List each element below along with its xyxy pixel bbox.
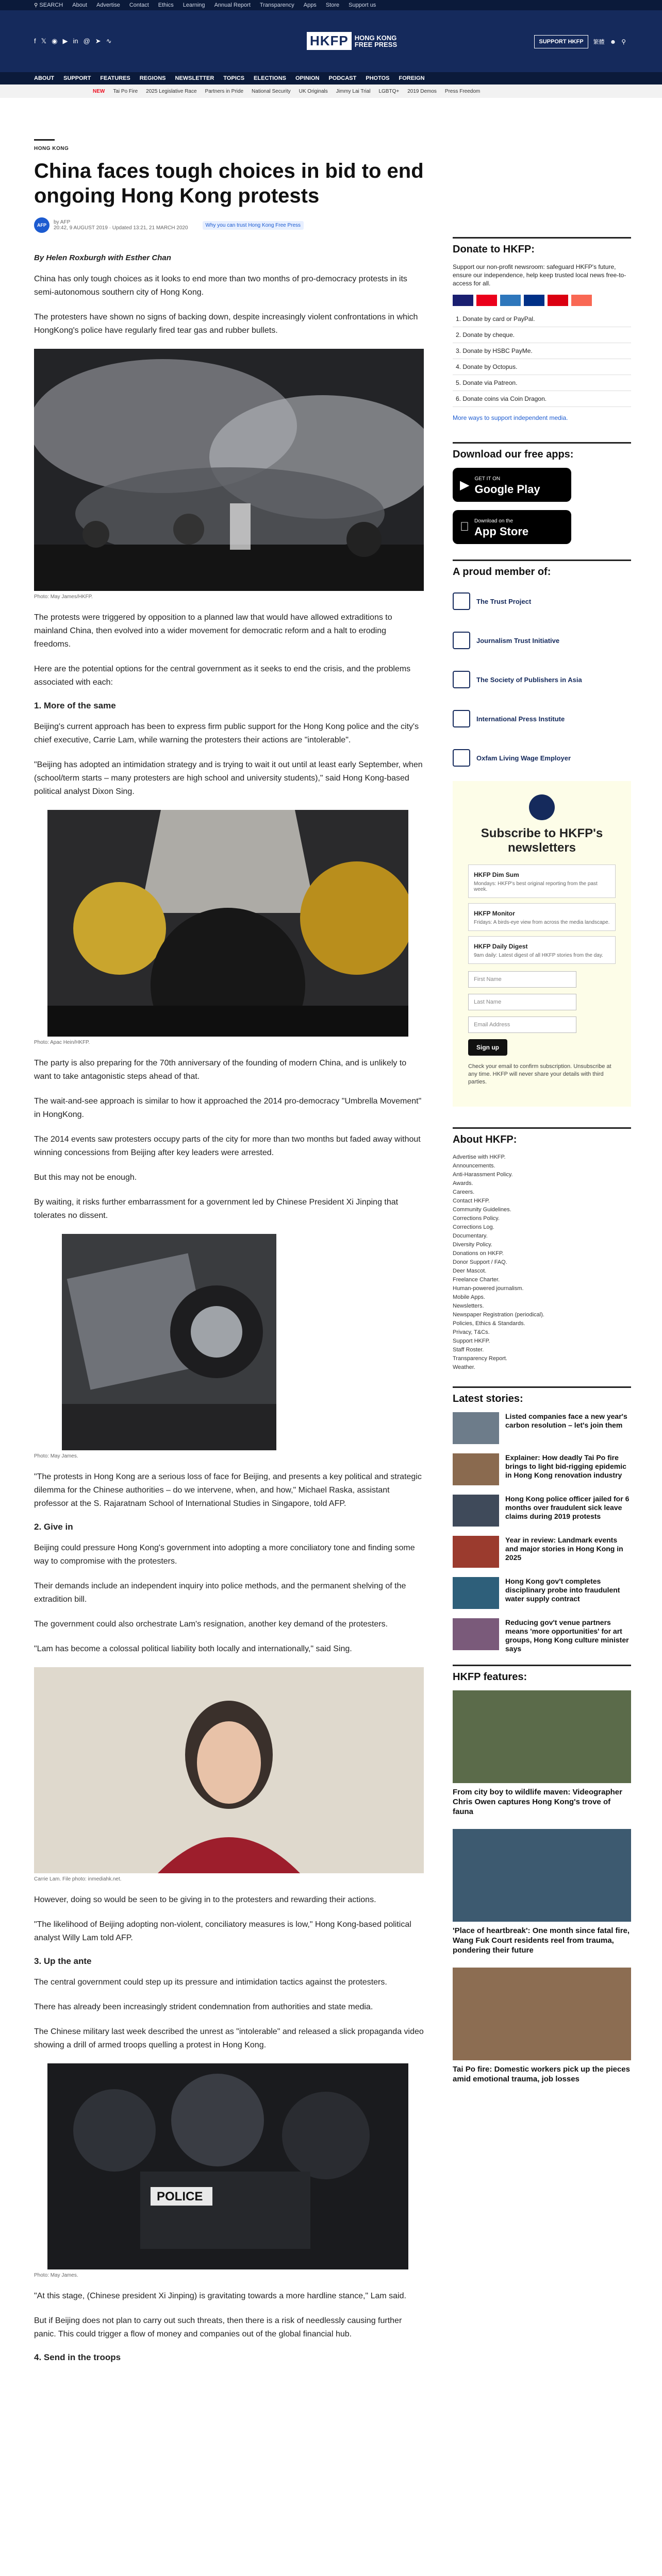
mastercard-logo	[476, 295, 497, 306]
story-title[interactable]: Year in review: Landmark events and major stories in Hong Kong in 2025	[505, 1536, 623, 1562]
byline-author[interactable]: by AFP	[54, 219, 71, 225]
nav-item[interactable]: PHOTOS	[366, 75, 390, 81]
language-link[interactable]: 繁體	[593, 39, 605, 45]
trending-link[interactable]: 2019 Demos	[407, 88, 437, 94]
nav-item[interactable]: SUPPORT	[63, 75, 91, 81]
about-link[interactable]: Careers.	[453, 1189, 475, 1195]
feature-title[interactable]: Tai Po fire: Domestic workers pick up the pieces amid emotional trauma, job losses	[453, 2065, 630, 2083]
last-name-input[interactable]: Last Name	[468, 994, 576, 1010]
youtube-icon[interactable]: ▶	[62, 37, 68, 45]
section-heading: 4. Send in the troops	[34, 2352, 121, 2362]
latest-title: Latest stories:	[453, 1386, 631, 1405]
story-title[interactable]: Hong Kong gov't completes disciplinary probe into fraudulent water supply contract	[505, 1577, 620, 1603]
donate-option[interactable]: 3. Donate by HSBC PayMe.	[453, 343, 631, 359]
paragraph: There has already been increasingly strident condemnation from authorities and state media.	[34, 2003, 373, 2011]
about-link[interactable]: Staff Roster.	[453, 1347, 484, 1353]
paragraph: The central government could step up its pressure and intimidation tactics against the protesters.	[34, 1978, 387, 1987]
hkfp-logo	[529, 794, 555, 820]
feature-image[interactable]	[453, 1829, 631, 1922]
paragraph: But this may not be enough.	[34, 1173, 137, 1182]
about-link[interactable]: Transparency Report.	[453, 1355, 507, 1362]
about-link[interactable]: Diversity Policy.	[453, 1242, 492, 1248]
member-mark	[453, 749, 470, 767]
byline	[34, 217, 424, 233]
photo-caption: Carrie Lam. File photo: inmediahk.net.	[34, 1876, 122, 1882]
trending-link[interactable]: Tai Po Fire	[113, 88, 138, 94]
svg-text:POLICE: POLICE	[157, 2190, 203, 2204]
email-input[interactable]: Email Address	[468, 1016, 576, 1033]
donate-option[interactable]: 1. Donate by card or PayPal.	[453, 311, 631, 327]
photo-gas-mask	[62, 1234, 276, 1450]
paragraph: Their demands include an independent inquiry into police methods, and the permanent shelving of the extradition bill.	[34, 1582, 406, 1604]
threads-icon[interactable]: @	[83, 37, 90, 45]
new-badge: NEW	[93, 88, 105, 94]
feature-story[interactable]	[453, 1968, 631, 2084]
photo-protesters-helmets	[47, 810, 408, 1037]
about-title: About HKFP:	[453, 1127, 631, 1146]
search-link[interactable]: ⚲ SEARCH	[34, 2, 63, 8]
nav-item[interactable]: ELECTIONS	[254, 75, 286, 81]
donate-option[interactable]: 4. Donate by Octopus.	[453, 359, 631, 375]
photo-caption: Photo: May James.	[34, 1453, 78, 1459]
util-link[interactable]: Support us	[349, 2, 376, 8]
section-heading: 3. Up the ante	[34, 1956, 92, 1966]
trending-bar	[0, 84, 662, 98]
x-icon[interactable]: 𝕏	[41, 37, 47, 45]
story-title[interactable]: Listed companies face a new year's carbon resolution – let's join them	[505, 1412, 627, 1429]
article-authors: By Helen Roxburgh with Esther Chan	[34, 253, 171, 262]
nav-item[interactable]: REGIONS	[139, 75, 166, 81]
nav-item[interactable]: ABOUT	[34, 75, 55, 81]
nav-item[interactable]: TOPICS	[223, 75, 245, 81]
article-kicker[interactable]: HONG KONG	[34, 146, 69, 151]
member-mark	[453, 710, 470, 727]
about-link[interactable]: Corrections Policy.	[453, 1215, 500, 1222]
paragraph: "The protests in Hong Kong are a serious loss of face for Beijing, and presents a key political and strategic dilemma for the Chinese authorities – do we intervene, when, and how," Michael Raska, assistant professor at the S. Rajaratnam School of International Studies in Singapore, told AFP.	[34, 1472, 422, 1508]
features-title: HKFP features:	[453, 1665, 631, 1683]
feature-image[interactable]	[453, 1690, 631, 1783]
latest-story[interactable]	[453, 1495, 631, 1527]
donate-more-link[interactable]: More ways to support independent media.	[453, 414, 568, 421]
linkedin-icon[interactable]: in	[73, 37, 78, 45]
feature-image[interactable]	[453, 1968, 631, 2060]
about-link[interactable]: Contact HKFP.	[453, 1198, 490, 1204]
trending-link[interactable]: Press Freedom	[444, 88, 481, 94]
app-store-button[interactable]: Download on the App Store	[453, 510, 571, 544]
latest-story[interactable]	[453, 1453, 631, 1485]
feature-story[interactable]	[453, 1690, 631, 1817]
paragraph: The wait-and-see approach is similar to how it approached the 2014 pro-democracy "Umbrella Movement" in HongKong.	[34, 1097, 422, 1119]
newsletter-title: Subscribe to HKFP's newsletters	[481, 826, 603, 855]
photo-caption: Photo: May James.	[34, 2273, 78, 2278]
user-icon[interactable]: ☻	[609, 38, 617, 45]
instagram-icon[interactable]: ◉	[52, 37, 58, 45]
latest-story[interactable]	[453, 1577, 631, 1609]
search-icon: ⚲	[34, 3, 38, 8]
about-link[interactable]: Awards.	[453, 1180, 473, 1187]
paypal-logo	[524, 295, 544, 306]
apps-title: Download our free apps:	[453, 442, 631, 461]
nav-item[interactable]: FEATURES	[100, 75, 130, 81]
play-icon: ▶	[460, 478, 470, 492]
story-title[interactable]: Hong Kong police officer jailed for 6 months over fraudulent sick leave claims during 2019 protests	[505, 1495, 630, 1520]
trending-link[interactable]: National Security	[252, 88, 291, 94]
support-button[interactable]: SUPPORT HKFP	[534, 35, 588, 48]
about-links	[453, 1153, 631, 1372]
visa-logo	[453, 295, 473, 306]
photo-protest-teargas	[34, 349, 424, 591]
paragraph: Beijing's current approach has been to express firm public support for the Hong Kong police and the city's chief executive, Carrie Lam, while warning the protesters their actions are "intolerable".	[34, 722, 419, 744]
paragraph: The party is also preparing for the 70th anniversary of the founding of modern China, and is unlikely to want to take antagonistic steps ahead of that.	[34, 1059, 407, 1081]
paragraph: "The likelihood of Beijing adopting non-violent, conciliatory measures is low," Hong Kong-based political analyst Willy Lam told AFP.	[34, 1920, 411, 1942]
logo-text: HONG KONG FREE PRESS	[354, 33, 398, 48]
util-link[interactable]: Contact	[129, 2, 149, 8]
facebook-icon[interactable]: f	[34, 37, 36, 45]
sidebar	[453, 237, 631, 2096]
feature-title[interactable]: 'Place of heartbreak': One month since fatal fire, Wang Fuk Court residents reel from trauma, pondering their future	[453, 1926, 630, 1955]
telegram-icon[interactable]: ➤	[95, 37, 101, 45]
util-link[interactable]: Learning	[183, 2, 205, 8]
donate-option[interactable]: 2. Donate by cheque.	[453, 327, 631, 343]
util-link[interactable]: About	[72, 2, 87, 8]
header-actions	[534, 35, 626, 48]
signup-button[interactable]: Sign up	[468, 1039, 507, 1056]
section-heading: 1. More of the same	[34, 701, 116, 710]
feature-title[interactable]: From city boy to wildlife maven: Videographer Chris Owen captures Hong Kong's trove of fauna	[453, 1788, 622, 1816]
latest-story[interactable]	[453, 1536, 631, 1568]
about-link[interactable]: Deer Mascot.	[453, 1268, 487, 1274]
paragraph: Here are the potential options for the central government as it seeks to end the crisis, and the problems associated with each:	[34, 665, 411, 687]
about-link[interactable]: Weather.	[453, 1364, 475, 1370]
trending-link[interactable]: 2025 Legislative Race	[146, 88, 197, 94]
about-link[interactable]: Newsletters.	[453, 1303, 484, 1309]
member-mark	[453, 671, 470, 688]
member-mark	[453, 592, 470, 610]
trending-link[interactable]: Partners in Pride	[205, 88, 244, 94]
donate-option[interactable]: 5. Donate via Patreon.	[453, 375, 631, 391]
search-icon[interactable]: ⚲	[621, 38, 626, 45]
latest-stories	[453, 1412, 631, 1653]
util-link[interactable]: Apps	[303, 2, 317, 8]
rss-icon[interactable]: ∿	[106, 37, 112, 45]
story-thumbnail[interactable]	[453, 1536, 499, 1568]
nav-item[interactable]: FOREIGN	[399, 75, 425, 81]
about-link[interactable]: Community Guidelines.	[453, 1207, 511, 1213]
article-photo	[34, 1667, 424, 1873]
member-mark	[453, 632, 470, 649]
trending-link[interactable]: UK Originals	[299, 88, 328, 94]
paragraph: "At this stage, (Chinese president Xi Jinping) is gravitating towards a more hardline stance," Lam said.	[34, 2292, 406, 2300]
latest-story[interactable]	[453, 1412, 631, 1444]
paragraph: The protests were triggered by opposition to a planned law that would have allowed extraditions to mainland China, then evolved into a wider movement for democratic reform and a halt to eroding freedoms.	[34, 613, 392, 649]
patreon-logo	[571, 295, 592, 306]
site-header	[0, 10, 662, 72]
story-title[interactable]: Reducing gov't venue partners means 'more opportunities' for art groups, Hong Kong culture minister says	[505, 1618, 629, 1653]
story-thumbnail[interactable]	[453, 1577, 499, 1609]
member-logo[interactable]: The Trust Project	[453, 585, 631, 617]
feature-stories	[453, 1690, 631, 2084]
about-link[interactable]: Support HKFP.	[453, 1338, 490, 1344]
article-photo	[62, 1234, 276, 1450]
member-logo[interactable]: Oxfam Living Wage Employer	[453, 742, 631, 774]
about-link[interactable]: Donations on HKFP.	[453, 1250, 504, 1257]
story-title[interactable]: Explainer: How deadly Tai Po fire brings to light bid-rigging epidemic in Hong Kong renovation industry	[505, 1453, 626, 1479]
paragraph: The government could also orchestrate Lam's resignation, another key demand of the protesters.	[34, 1620, 388, 1629]
nav-item[interactable]: OPINION	[295, 75, 320, 81]
paragraph: Beijing could pressure Hong Kong's government into adopting a more conciliatory tone and finding some way to compromise with the protesters.	[34, 1544, 415, 1566]
paragraph: However, doing so would be seen to be giving in to the protesters and rewarding their actions.	[34, 1895, 376, 1904]
story-thumbnail[interactable]	[453, 1453, 499, 1485]
google-play-button[interactable]: ▶ GET IT ON Google Play	[453, 468, 571, 502]
feature-story[interactable]	[453, 1829, 631, 1955]
util-link[interactable]: Advertise	[96, 2, 120, 8]
article-headline: China faces tough choices in bid to end ongoing Hong Kong protests	[34, 160, 424, 207]
member-logo[interactable]: Journalism Trust Initiative	[453, 624, 631, 656]
about-link[interactable]: Announcements.	[453, 1163, 495, 1169]
member-logo[interactable]: The Society of Publishers in Asia	[453, 664, 631, 696]
about-link[interactable]: Advertise with HKFP.	[453, 1154, 506, 1160]
paragraph: The Chinese military last week described the unrest as "intolerable" and released a slick propaganda video showing a drill of armed troops quelling a protest in Hong Kong.	[34, 2027, 424, 2049]
about-link[interactable]: Policies, Ethics & Standards.	[453, 1320, 525, 1327]
paragraph: China has only tough choices as it looks to end more than two months of pro-democracy protests in its semi-autonomous southern city of Hong Kong.	[34, 275, 407, 297]
article-photo	[34, 349, 424, 591]
story-thumbnail[interactable]	[453, 1412, 499, 1444]
story-thumbnail[interactable]	[453, 1495, 499, 1527]
about-link[interactable]: Documentary.	[453, 1233, 488, 1239]
first-name-input[interactable]: First Name	[468, 971, 576, 988]
util-link[interactable]: Transparency	[259, 2, 294, 8]
trending-link[interactable]: LGBTQ+	[378, 88, 400, 94]
apple-icon	[460, 520, 469, 534]
donate-options	[453, 311, 631, 407]
trust-badge[interactable]: Why you can trust Hong Kong Free Press	[203, 221, 304, 230]
about-link[interactable]: Newspaper Registration (periodical).	[453, 1312, 544, 1318]
trending-link[interactable]: Jimmy Lai Trial	[336, 88, 371, 94]
top-utility-bar	[0, 0, 662, 10]
article-photo	[47, 2063, 408, 2269]
byline-date: 20:42, 9 AUGUST 2019 · Updated 13:21, 21 MARCH 2020	[54, 225, 188, 231]
section-heading: 2. Give in	[34, 1522, 73, 1532]
article-photo	[47, 810, 408, 1037]
util-link[interactable]: Store	[325, 2, 340, 8]
divider	[34, 139, 55, 141]
about-link[interactable]: Human-powered journalism.	[453, 1285, 524, 1292]
member-title: A proud member of:	[453, 560, 631, 578]
nav-item[interactable]: PODCAST	[328, 75, 357, 81]
donate-option[interactable]: 6. Donate coins via Coin Dragon.	[453, 391, 631, 407]
newsletter-option[interactable]: HKFP Dim Sum Mondays: HKFP's best original reporting from the past week.	[468, 865, 616, 898]
author-avatar[interactable]: AFP	[34, 217, 49, 233]
nav-item[interactable]: NEWSLETTER	[175, 75, 214, 81]
site-logo[interactable]	[307, 32, 397, 50]
about-link[interactable]: Anti-Harassment Policy.	[453, 1172, 513, 1178]
paragraph: The 2014 events saw protesters occupy parts of the city for more than two months but faded away without winning concessions from Beijing after key leaders were arrested.	[34, 1135, 421, 1157]
donate-intro[interactable]: Support our non-profit newsroom: safeguard HKFP's future, ensure our independence, help keep trusted local news free-to-access for all.	[453, 263, 626, 287]
paragraph: But if Beijing does not plan to carry out such threats, then there is a risk of needlessly causing further panic. This could trigger a flow of money and companies out of the global financial hub.	[34, 2316, 402, 2338]
byline-meta	[54, 219, 188, 231]
paragraph: By waiting, it risks further embarrassment for a government led by Chinese President Xi Jinping that tolerates no dissent.	[34, 1198, 399, 1220]
about-link[interactable]: Mobile Apps.	[453, 1294, 485, 1300]
social-icons	[34, 37, 112, 45]
logo-box: HKFP	[307, 32, 352, 50]
about-link[interactable]: Donor Support / FAQ.	[453, 1259, 507, 1265]
payment-logos	[453, 295, 631, 306]
photo-caption: Photo: Apac Hein/HKFP.	[34, 1040, 90, 1045]
paragraph: The protesters have shown no signs of backing down, despite increasingly violent confrontations in which HongKong's police have regularly fired tear gas and rubber bullets.	[34, 313, 418, 335]
newsletter-option[interactable]: HKFP Monitor Fridays: A birds-eye view from across the media landscape.	[468, 903, 616, 931]
util-link[interactable]: Annual Report	[214, 2, 251, 8]
donate-title: Donate to HKFP:	[453, 237, 631, 256]
member-logo[interactable]: International Press Institute	[453, 703, 631, 735]
about-link[interactable]: Corrections Log.	[453, 1224, 494, 1230]
article	[34, 139, 424, 2372]
payme-logo	[548, 295, 568, 306]
amex-logo	[500, 295, 521, 306]
main-nav	[0, 72, 662, 84]
paragraph: "Lam has become a colossal political liability both locally and internationally," said Sing.	[34, 1645, 352, 1653]
about-link[interactable]: Privacy, T&Cs.	[453, 1329, 490, 1335]
newsletter-note: Check your email to confirm subscription. Unsubscribe at any time. HKFP will never share your details with third parties.	[468, 1063, 611, 1085]
photo-carrie-lam	[34, 1667, 424, 1873]
about-link[interactable]: Freelance Charter.	[453, 1277, 500, 1283]
photo-riot-police	[47, 2063, 408, 2269]
paragraph: "Beijing has adopted an intimidation strategy and is trying to wait it out until at least early September, when (school/term starts – many protesters are high school and university students)," said Hong Kong-based political analyst Dixon Sing.	[34, 760, 423, 796]
photo-caption: Photo: May James/HKFP.	[34, 594, 93, 600]
newsletter-option[interactable]: HKFP Daily Digest 9am daily: Latest digest of all HKFP stories from the day.	[468, 936, 616, 964]
newsletter-box	[453, 781, 631, 1107]
util-link[interactable]: Ethics	[158, 2, 174, 8]
latest-story[interactable]	[453, 1618, 631, 1653]
story-thumbnail[interactable]	[453, 1618, 499, 1650]
